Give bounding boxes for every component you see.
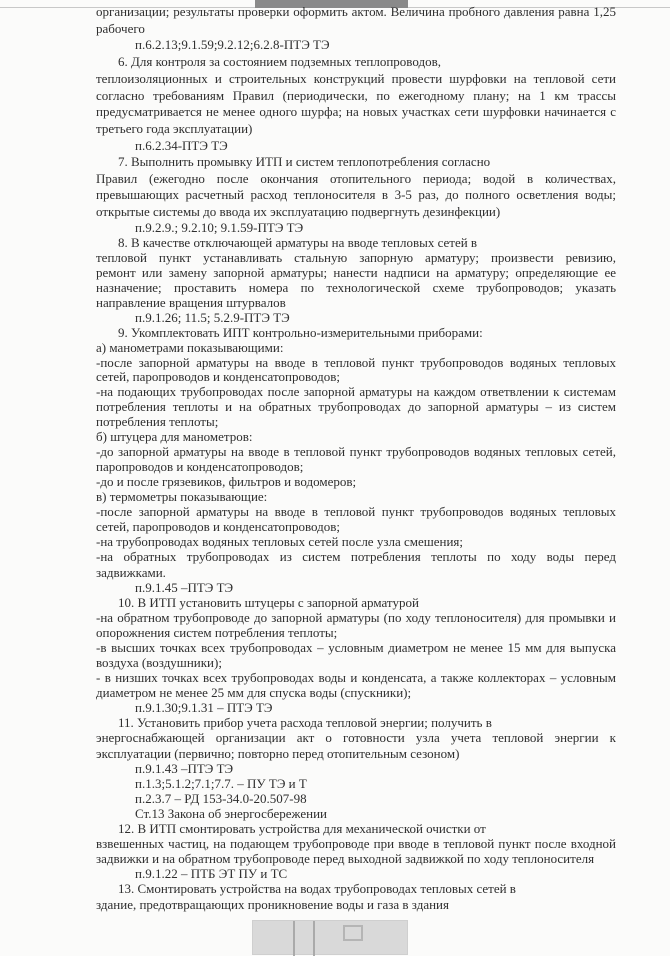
text-line: превышающих расчетный расход теплоносителя в 3-5 раз, до полного осветления воды;	[96, 187, 616, 202]
embedded-scan-image	[252, 920, 408, 955]
regulation-reference: п.9.1.30;9.1.31 – ПТЭ ТЭ	[135, 700, 273, 715]
text-line: организации; результаты проверки оформить актом. Величина пробного давления равна 1,25	[96, 4, 616, 19]
regulation-reference: Ст.13 Закона об энергосбережении	[135, 806, 327, 821]
regulation-reference: п.9.1.43 –ПТЭ ТЭ	[135, 761, 234, 776]
regulation-reference: п.9.2.9.; 9.2.10; 9.1.59-ПТЭ ТЭ	[135, 220, 304, 235]
text-line: -до и после грязевиков, фильтров и водомеров;	[96, 474, 357, 489]
text-line: -на обратном трубопроводе до запорной арматуры (по ходу теплоносителя) для промывки и	[96, 610, 616, 625]
text-line: третьего года эксплуатации)	[96, 121, 253, 136]
text-line: назначение; проставить номера по технологической схеме трубопроводов; указать	[96, 280, 616, 295]
text-line: в) термометры показывающие:	[96, 489, 268, 504]
text-line: диаметром не менее 25 мм для спуска воды (спускники);	[96, 685, 412, 700]
text-line: предусматривается не менее одного шурфа; на новых участках сети шурфовки начинается с	[96, 104, 616, 119]
text-line: задвижки и на обратном трубопроводе перед выходной задвижкой по ходу теплоносителя	[96, 851, 595, 866]
numbered-item-heading: 6. Для контроля за состоянием подземных теплопроводов,	[118, 54, 441, 69]
numbered-item-heading: 13. Смонтировать устройства на водах трубопроводах тепловых сетей в	[118, 881, 516, 896]
regulation-reference: п.1.3;5.1.2;7.1;7.7. – ПУ ТЭ и Т	[135, 776, 307, 791]
text-line: -после запорной арматуры на вводе в тепловой пункт трубопроводов водяных тепловых	[96, 504, 616, 519]
regulation-reference: п.9.1.22 – ПТБ ЭТ ПУ и ТС	[135, 866, 288, 881]
numbered-item-heading: 8. В качестве отключающей арматуры на вводе тепловых сетей в	[118, 235, 478, 250]
text-line: взвешенных частиц, на подающем трубопроводе при вводе в тепловой пункт после входной	[96, 836, 616, 851]
text-line: воздуха (воздушники);	[96, 655, 222, 670]
regulation-reference: п.9.1.26; 11.5; 5.2.9-ПТЭ ТЭ	[135, 310, 290, 325]
text-line: -до запорной арматуры на вводе в тепловой пункт трубопроводов водяных тепловых сетей,	[96, 444, 616, 459]
text-line: тепловой пункт устанавливать стальную запорную арматуру; произвести ревизию,	[96, 250, 616, 265]
text-line: рабочего	[96, 21, 145, 36]
text-line: -на подающих трубопроводах после запорной арматуры на каждом ответвлении к системам	[96, 384, 616, 399]
text-line: -на обратных трубопроводах из систем потребления теплоты по ходу воды перед	[96, 549, 616, 564]
text-line: задвижками.	[96, 565, 166, 580]
text-line: здание, предотвращающих проникновение воды и газа в здания	[96, 897, 449, 912]
text-line: направление вращения штурвалов	[96, 295, 286, 310]
text-line: согласно требованиям Правил (периодически, по ежегодному плану; на 1 км трассы	[96, 88, 616, 103]
regulation-reference: п.6.2.13;9.1.59;9.2.12;6.2.8-ПТЭ ТЭ	[135, 37, 330, 52]
text-line: -после запорной арматуры на вводе в тепловой пункт трубопроводов водяных тепловых	[96, 355, 616, 370]
text-line: сетей, паропроводов и конденсатопроводов;	[96, 369, 340, 384]
text-line: открытые системы до ввода их эксплуатацию подвергнуть дезинфекции)	[96, 204, 501, 219]
text-line: эксплуатации (первично; повторно перед отопительным сезоном)	[96, 746, 460, 761]
text-line: сетей, паропроводов и конденсатопроводов;	[96, 519, 340, 534]
text-line: потребления теплоты;	[96, 414, 219, 429]
text-line: -на трубопроводах водяных тепловых сетей после узла смешения;	[96, 534, 464, 549]
regulation-reference: п.6.2.34-ПТЭ ТЭ	[135, 138, 228, 153]
numbered-item-heading: 7. Выполнить промывку ИТП и систем теплопотребления согласно	[118, 154, 491, 169]
text-line: -в высших точках всех трубопроводах – условным диаметром не менее 15 мм для выпуска	[96, 640, 616, 655]
text-line: б) штуцера для манометров:	[96, 429, 253, 444]
text-line: - в низших точках всех трубопроводах воды и конденсата, а также коллекторах – условным	[96, 670, 616, 685]
numbered-item-heading: 12. В ИТП смонтировать устройства для механической очистки от	[118, 821, 486, 836]
text-line: паропроводов и конденсатопроводов;	[96, 459, 304, 474]
text-line: а) манометрами показывающими:	[96, 340, 284, 355]
numbered-item-heading: 10. В ИТП установить штуцеры с запорной арматурой	[118, 595, 419, 610]
regulation-reference: п.9.1.45 –ПТЭ ТЭ	[135, 580, 234, 595]
regulation-reference: п.2.3.7 – РД 153-34.0-20.507-98	[135, 791, 307, 806]
text-line: Правил (ежегодно после окончания отопительного периода; водой в количествах,	[96, 171, 616, 186]
numbered-item-heading: 11. Установить прибор учета расхода тепловой энергии; получить в	[118, 715, 492, 730]
numbered-item-heading: 9. Укомплектовать ИПТ контрольно-измерительными приборами:	[118, 325, 483, 340]
text-line: теплоизоляционных и строительных конструкций провести шурфовки на тепловой сети	[96, 71, 616, 86]
text-line: опорожнения систем потребления теплоты;	[96, 625, 338, 640]
text-line: ремонт или замену запорной арматуры; нанести надписи на арматуру; определяющие ее	[96, 265, 616, 280]
text-line: потребления теплоты и на обратных трубопроводах до запорной арматуры – из систем	[96, 399, 616, 414]
text-line: энергоснабжающей организации акт о готовности узла учета тепловой энергии к	[96, 730, 616, 745]
